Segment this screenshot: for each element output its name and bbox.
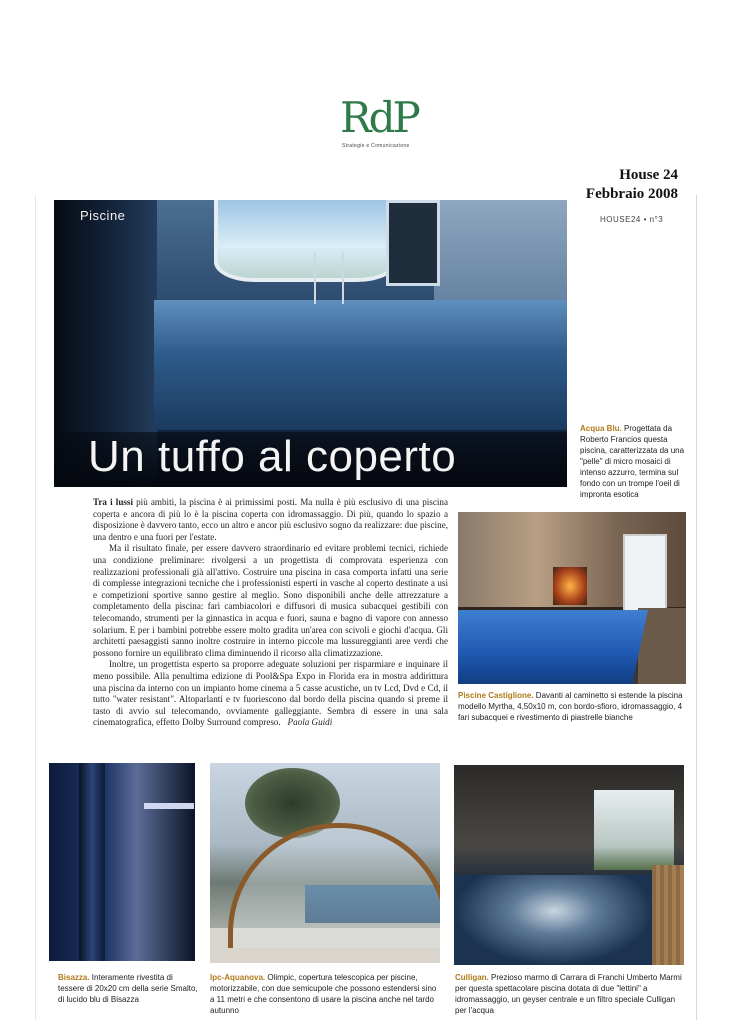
caption-brand: Ipc-Aquanova. xyxy=(210,973,266,982)
caption-text: Davanti al caminetto si estende la piscina modello Myrtha, 4,50x10 m, con bordo-sfioro, idromassaggio, 4 fari subacquei e rivestimento di piastrelle bianche xyxy=(458,691,683,722)
photo-culligan xyxy=(454,765,684,965)
hero-pool-water xyxy=(154,300,567,430)
photo-pool-water xyxy=(458,610,648,684)
article-body xyxy=(93,497,448,729)
photo-bisazza xyxy=(49,763,195,961)
caption-text: Progettata da Roberto Francios questa piscina, caratterizzata da una "pelle" di micro mosaici di intenso azzurro, termina sul fondo con un trompe l'oeil di impronta esotica xyxy=(580,424,685,499)
article-title: Un tuffo al coperto xyxy=(88,432,457,481)
article-paragraph: Ma il risultato finale, per essere davvero straordinario ed evitare problemi tecnici, richiede una condizione preliminare: rivolgersi a un progettista di comprovata esperienza con realizzazioni professionali già all'attivo. Costruire una piscina in casa comporta infatti una serie di complesse integrazioni tecniche che i professionisti esperti in vasche al coperto destinate a usi e competizioni sportive sanno gestire al meglio. Sono disponibili anche delle attrezzature a completamento della piscina: fari cambiacolori e diffusori di musica subacquei gestibili con telecomando, strumenti per la ginnastica in acqua e fuori, sauna e bagno di vapore con annesso solarium. E per i bambini potrebbe essere molto gradita un'area con scivoli e giochi d'acqua. Gli architetti paesaggisti sanno inoltre costruire in interno piccole ma lussureggianti aree verdi che possono fornire un equilibrato clima diminuendo il ricorso alla climatizzazione. xyxy=(93,543,448,658)
logo-mark: RdP xyxy=(340,93,418,142)
caption-brand: Bisazza. xyxy=(58,973,90,982)
photo-pool-water xyxy=(454,875,654,965)
caption-ipc-aquanova xyxy=(210,972,440,1016)
article-paragraph xyxy=(93,659,448,729)
article-lead: Tra i lussi xyxy=(93,497,133,507)
photo-column xyxy=(79,763,105,961)
article-text: più ambiti, la piscina è ai primissimi posti. Ma nulla è più esclusivo di una piscina coperta e ancora di più lo è la piscina coperta con idromassaggio. Di più, quando lo spazio a disposizione è davvero tanto, ecco un altro e ancor più esclusivo sogno da realizzare: due piscine, una dentro e una fuori per l'estate. xyxy=(93,497,448,542)
photo-deck xyxy=(652,865,684,965)
publication-date: Febbraio 2008 xyxy=(585,186,678,202)
hero-pool-ladder xyxy=(314,252,344,304)
article-signature: Paola Guidi xyxy=(287,717,333,728)
hero-door xyxy=(386,200,440,286)
caption-culligan xyxy=(455,972,685,1016)
caption-acqua-blu xyxy=(580,423,685,500)
caption-brand: Acqua Blu. xyxy=(580,424,622,433)
caption-text: Interamente rivestita di tessere di 20x20 cm della serie Smalto, di lucido blu di Bisazza xyxy=(58,973,198,1004)
caption-bisazza xyxy=(58,972,198,1005)
photo-window xyxy=(594,790,674,870)
caption-text: Olimpic, copertura telescopica per piscine, motorizzabile, con due semicupole che possono estendersi sino a 11 metri e che consentono di usare la piscina anche nel tardo autunno xyxy=(210,973,437,1015)
logo-tagline: Strategie e Comunicazione xyxy=(342,143,410,149)
caption-brand: Piscine Castiglione. xyxy=(458,691,534,700)
section-label: Piscine xyxy=(80,208,126,223)
caption-text: Prezioso marmo di Carrara di Franchi Umberto Marmi per questa spettacolare piscina dotata di due "lettini" a idromassaggio, un geyser centrale e un filtro speciale Culligan per l'acqua xyxy=(455,973,682,1015)
issue-label: HOUSE24 • n°3 xyxy=(600,215,664,224)
fireplace xyxy=(553,567,587,605)
article-paragraph xyxy=(93,497,448,543)
photo-castiglione xyxy=(458,512,686,684)
photo-light xyxy=(144,803,194,809)
photo-ipc-aquanova xyxy=(210,763,440,963)
photo-telescopic-cover xyxy=(228,823,440,948)
rdp-logo xyxy=(330,95,430,157)
article-text: Inoltre, un progettista esperto sa proporre adeguate soluzioni per risparmiare e inquinare il meno possibile. Alla penultima edizione di Pool&Spa Expo in Florida era in mostra addirittura una piscina da interno con un impianto home cinema a 5 casse acustiche, un tv Lcd, Dvd e Cd, il tutto "water resistant". Altoparlanti e tv fuoriescono dal bordo della piscina quando si preme il tasto di avvio sul telecomando, ovviamente galleggiante. Sembra di essere in una sala cinematografica, effetto Dolby Surround compreso. xyxy=(93,659,448,728)
caption-castiglione xyxy=(458,690,686,723)
hero-trompe-loeil xyxy=(214,200,397,282)
publication-name: House 24 xyxy=(619,167,678,183)
caption-brand: Culligan. xyxy=(455,973,489,982)
